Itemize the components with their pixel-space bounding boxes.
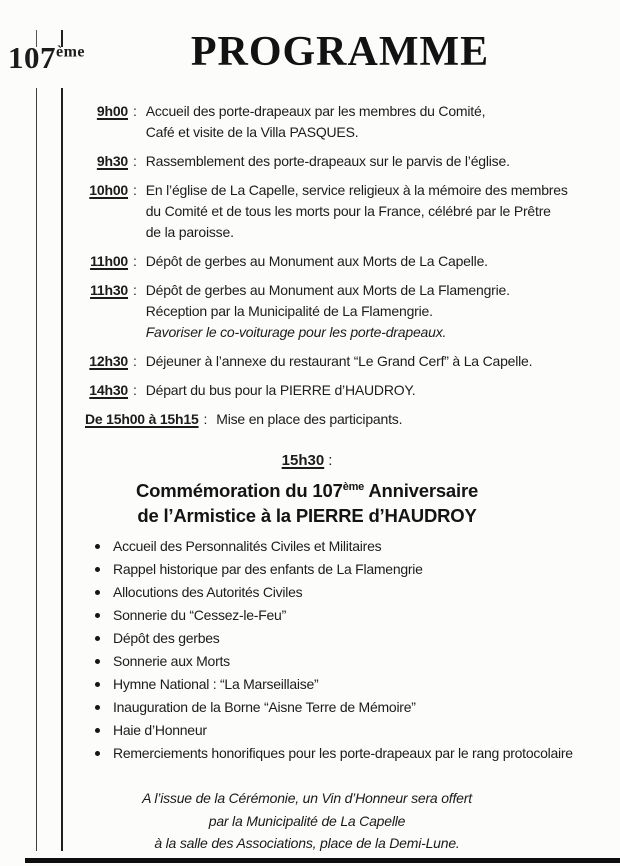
ceremony-item	[95, 584, 605, 600]
schedule-time: 11h00	[90, 253, 128, 269]
footer-note	[0, 787, 614, 855]
ceremony-item-label: Haie d’Honneur	[113, 722, 207, 738]
ceremony-item-label: Rappel historique par des enfants de La Flamengrie	[113, 561, 423, 577]
schedule-colon: :	[133, 353, 137, 369]
ceremony-item	[95, 699, 605, 715]
ceremony-title-line1	[0, 475, 614, 503]
schedule-row-9h30	[85, 151, 620, 172]
schedule-desc	[146, 280, 510, 343]
schedule-row-12h30	[85, 351, 620, 372]
bullet-icon	[95, 544, 100, 549]
schedule-row-11h00	[85, 251, 620, 272]
schedule-colon: :	[133, 182, 137, 198]
schedule-desc	[146, 180, 568, 243]
schedule-line: En l’église de La Capelle, service religieux à la mémoire des membres	[145, 182, 568, 198]
footer-line: par la Municipalité de La Capelle	[208, 812, 406, 829]
bullet-icon	[95, 705, 100, 710]
schedule-time: 14h30	[89, 382, 128, 398]
ceremony-time-heading	[0, 452, 614, 469]
ceremony-item-label: Sonnerie aux Morts	[113, 653, 230, 669]
ceremony-item-label: Sonnerie du “Cessez-le-Feu”	[113, 607, 286, 623]
schedule-colon: :	[133, 282, 137, 298]
schedule-desc	[216, 409, 402, 430]
schedule-list	[0, 101, 620, 438]
schedule-row-10h00	[85, 180, 620, 243]
ceremony-item	[95, 745, 605, 761]
schedule-time: 9h30	[96, 153, 128, 169]
ceremony-item-label: Hymne National : “La Marseillaise”	[113, 676, 319, 692]
schedule-line: Accueil des porte-drapeaux par les membres du Comité,	[145, 103, 486, 119]
ceremony-heading	[0, 452, 614, 528]
schedule-desc	[146, 101, 486, 143]
footer-line: à la salle des Associations, place de la Demi-Lune.	[154, 835, 460, 851]
schedule-colon: :	[133, 103, 137, 119]
ceremony-colon: :	[328, 452, 333, 469]
schedule-row-11h30	[85, 280, 620, 343]
schedule-line: du Comité et de tous les morts pour la France, célébré par le Prêtre	[145, 203, 551, 219]
ceremony-title-ordinal: ème	[342, 481, 365, 493]
ceremony-title-post: Anniversaire	[364, 480, 479, 502]
ceremony-title-line2: de l’Armistice à la PIERRE d’HAUDROY	[137, 505, 477, 527]
bullet-icon	[95, 636, 100, 641]
schedule-row-14h30	[85, 380, 620, 401]
bullet-icon	[95, 751, 100, 756]
ceremony-item-label: Inauguration de la Borne “Aisne Terre de Mémoire”	[113, 699, 416, 715]
ceremony-title-pre: Commémoration du 107	[135, 480, 343, 502]
schedule-desc	[146, 380, 416, 401]
footer-line: A l’issue de la Cérémonie, un Vin d’Honneur sera offert	[142, 790, 472, 806]
schedule-colon: :	[203, 411, 208, 427]
schedule-line: Café et visite de la Villa PASQUES.	[145, 124, 359, 140]
schedule-colon: :	[133, 382, 137, 398]
ceremony-item	[95, 561, 605, 577]
schedule-time: De 15h00 à 15h15	[85, 411, 199, 427]
schedule-desc	[146, 251, 488, 272]
schedule-line-note: Favoriser le co-voiturage pour les porte-drapeaux.	[145, 324, 447, 340]
ceremony-item-label: Allocutions des Autorités Civiles	[113, 584, 303, 600]
schedule-line: Réception par la Municipalité de La Flamengrie.	[145, 303, 433, 319]
schedule-row-9h00	[85, 101, 620, 143]
schedule-line: Dépôt de gerbes au Monument aux Morts de La Capelle.	[145, 253, 488, 269]
ceremony-item	[95, 722, 605, 738]
schedule-desc	[146, 351, 533, 372]
ceremony-item	[95, 653, 605, 669]
schedule-colon: :	[133, 153, 137, 169]
ceremony-item-label: Accueil des Personnalités Civiles et Militaires	[113, 538, 382, 554]
bullet-icon	[95, 659, 100, 664]
edition-number-value: 107	[8, 40, 56, 75]
schedule-desc	[146, 151, 510, 172]
bullet-icon	[95, 728, 100, 733]
ceremony-title	[0, 475, 614, 528]
ceremony-item	[95, 538, 605, 554]
bullet-icon	[95, 682, 100, 687]
schedule-line: de la paroisse.	[145, 224, 234, 240]
edition-ordinal-suffix: ème	[56, 43, 86, 61]
ceremony-item	[95, 630, 605, 646]
schedule-line: Rassemblement des porte-drapeaux sur le parvis de l’église.	[145, 153, 510, 169]
bullet-icon	[95, 567, 100, 572]
ceremony-item	[95, 676, 605, 692]
bottom-page-rule	[25, 858, 620, 863]
ceremony-time: 15h30	[281, 452, 325, 469]
ceremony-item-label: Remerciements honorifiques pour les porte-drapeaux par le rang protocolaire	[113, 745, 573, 761]
ceremony-item	[95, 607, 605, 623]
schedule-time: 12h30	[89, 353, 128, 369]
bullet-icon	[95, 590, 100, 595]
page-title: PROGRAMME	[190, 29, 490, 75]
schedule-row-15h00-15h15	[85, 409, 620, 430]
schedule-time: 9h00	[96, 103, 128, 119]
schedule-line: Dépôt de gerbes au Monument aux Morts de La Flamengrie.	[145, 282, 510, 298]
schedule-time: 10h00	[89, 182, 128, 198]
schedule-time: 11h30	[90, 282, 128, 298]
ceremony-item-label: Dépôt des gerbes	[113, 630, 220, 646]
schedule-line: Déjeuner à l’annexe du restaurant “Le Grand Cerf” à La Capelle.	[145, 353, 533, 369]
ceremony-item-list	[95, 538, 605, 768]
schedule-colon: :	[133, 253, 137, 269]
schedule-line: Départ du bus pour la PIERRE d’HAUDROY.	[145, 382, 416, 398]
schedule-line: Mise en place des participants.	[216, 411, 403, 427]
bullet-icon	[95, 613, 100, 618]
